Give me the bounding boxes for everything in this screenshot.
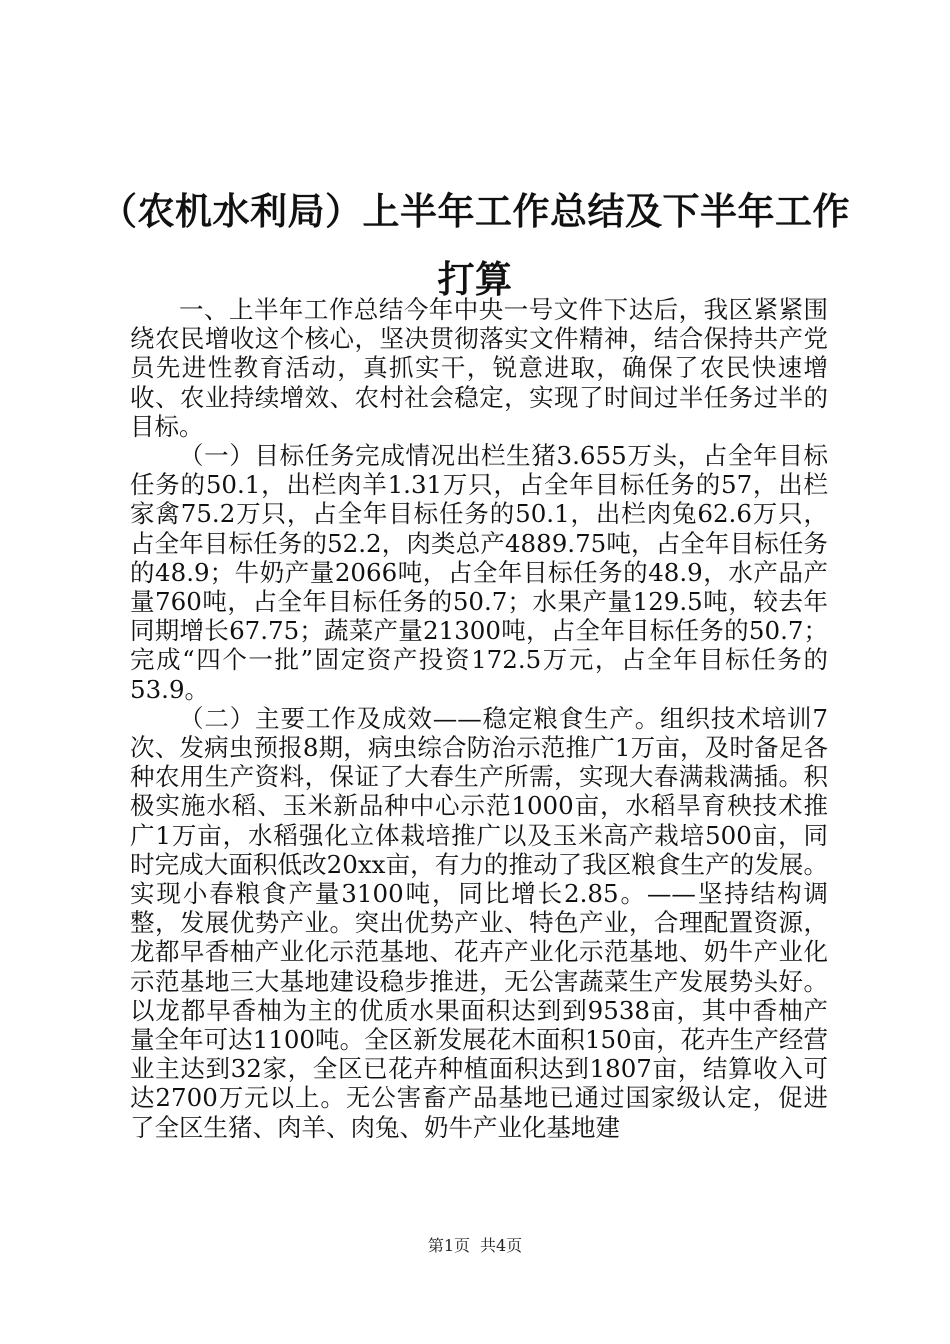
paragraph-main-work: （二）主要工作及成效——稳定粮食生产。组织技术培训7次、发病虫预报8期，病虫综合防治示范推广1万亩，及时备足各种农用生产资料，保证了大春生产所需，实现大春满栽满插。积极实施水稻、玉米新品种中心示范1000亩，水稻旱育秧技术推广1万亩，水稻强化立体栽培推广以及玉米高产栽培500亩，同时完成大面积低改20xx亩，有力的推动了我区粮食生产的发展。实现小春粮食产量3100吨，同比增长2.85。——坚持结构调整，发展优势产业。突出优势产业、特色产业，合理配置资源，龙都早香柚产业化示范基地、花卉产业化示范基地、奶牛产业化示范基地三大基地建设稳步推进，无公害蔬菜生产发展势头好。以龙都早香柚为主的优质水果面积达到到9538亩，其中香柚产量全年可达1100吨。全区新发展花木面积150亩，花卉生产经营业主达到32家，全区已花卉种植面积达到1807亩，结算收入可达2700万元以上。无公害畜产品基地已通过国家级认定，促进了全区生猪、肉羊、肉兔、奶牛产业化基地建	[130, 703, 828, 1142]
page-footer	[0, 1236, 950, 1256]
document-title: （农机水利局）上半年工作总结及下半年工作打算	[100, 190, 850, 301]
document-body	[130, 295, 828, 1142]
paragraph-summary-intro: 一、上半年工作总结今年中央一号文件下达后，我区紧紧围绕农民增收这个核心，坚决贯彻落实文件精神，结合保持共产党员先进性教育活动，真抓实干，锐意进取，确保了农民快速增收、农业持续增效、农村社会稳定，实现了时间过半任务过半的目标。	[130, 295, 828, 441]
paragraph-target-completion: （一）目标任务完成情况出栏生猪3.655万头，占全年目标任务的50.1，出栏肉羊1.31万只，占全年目标任务的57，出栏家禽75.2万只，占全年目标任务的50.1，出栏肉兔62.6万只，占全年目标任务的52.2，肉类总产4889.75吨，占全年目标任务的48.9；牛奶产量2066吨，占全年目标任务的48.9，水产品产量760吨，占全年目标任务的50.7；水果产量129.5吨，较去年同期增长67.75；蔬菜产量21300吨，占全年目标任务的50.7；完成“四个一批”固定资产投资172.5万元，占全年目标任务的53.9。	[130, 441, 828, 704]
page-total: 共4页	[480, 1236, 523, 1255]
page-number: 第1页	[427, 1236, 470, 1255]
